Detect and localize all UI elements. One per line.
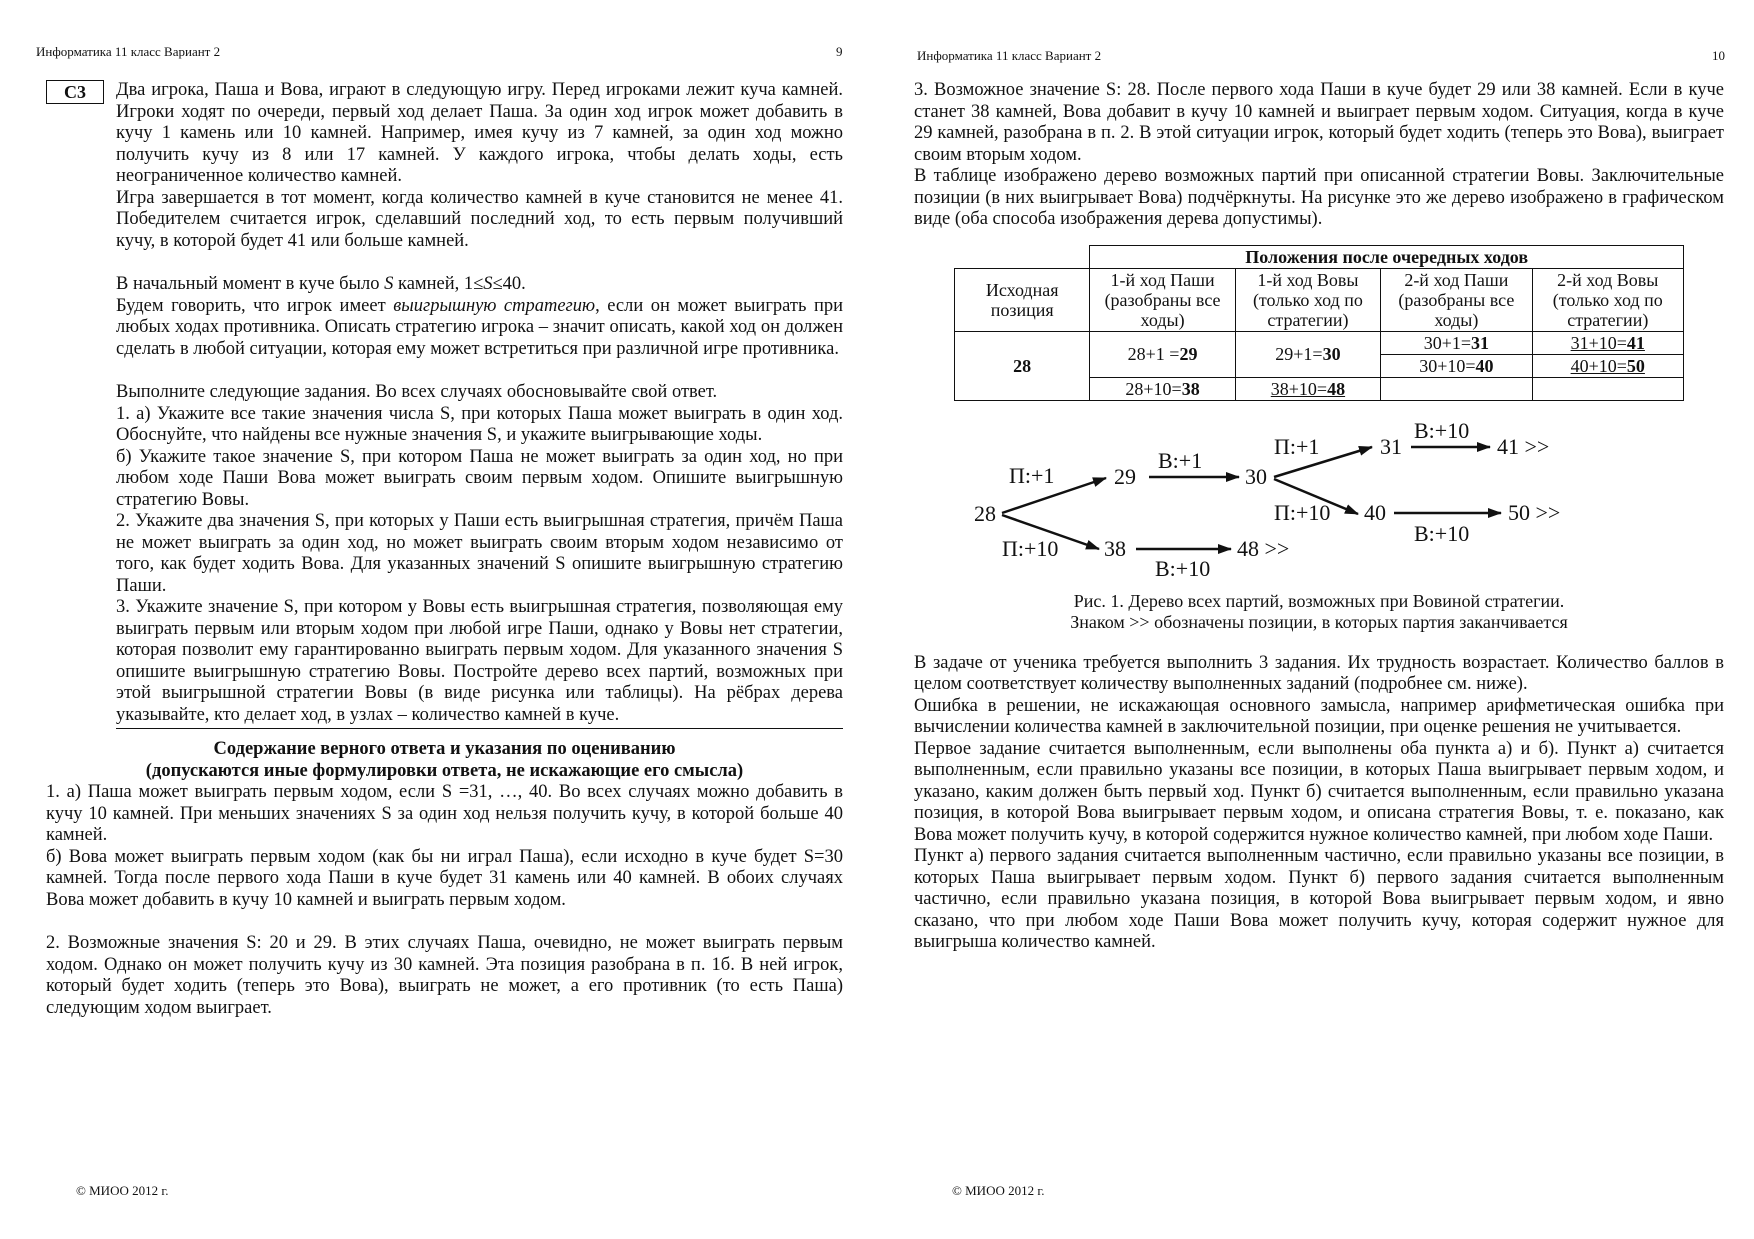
table-cell: 28+1 =29 [1090,331,1235,377]
tree-node: 31 [1380,433,1402,459]
tree-node: 38 [1104,535,1126,561]
tree-node: 50 >> [1508,499,1561,525]
grading-2: Ошибка в решении, не искажающая основного замысла, например арифметическая ошибка при вычислении количества камней в заключительной позиции, при оценке решения не учитывается. [914,695,1724,737]
task-label: С3 [46,80,104,104]
tree-edge-label: П:+1 [1274,433,1320,459]
task-2: 2. Укажите два значения S, при которых у Паши есть выигрышная стратегия, причём Паша не может выиграть за один ход, но может выиграть своим вторым ходом независимо от того, как будет ходить Вова. Для указанных значений S опишите выигрышную стратегию Паши. [116,511,843,596]
answer-1b: б) Вова может выиграть первым ходом (как бы ни играл Паша), если исходно в куче будет S=30 камней. Тогда после первого хода Паши в куче будет 31 камень или 40 камней. В обоих случаях Вова может добавить в кучу 10 камней и выиграть первым ходом. [46,846,843,910]
page-number: 9 [836,44,843,59]
tree-edge-label: В:+10 [1414,520,1470,546]
page-header: Информатика 11 класс Вариант 2 [36,44,221,59]
divider [116,728,843,729]
task-3: 3. Укажите значение S, при котором у Вовы есть выигрышная стратегия, позволяющая ему выиграть первым или вторым ходом при любой игре Паши, однако у Вовы нет стратегии, которая позволит ему гарантированно выиграть первым ходом. Для указанного значения S опишите выигрышную стратегию Вовы. Постройте дерево всех партий, возможных при этой выигрышной стратегии Вовы (в виде рисунка или таблицы). На рёбрах дерева указывайте, кто делает ход, в узлах – количество камней в куче. [116,597,843,725]
grading-4: Пункт а) первого задания считается выполненным частично, если правильно указаны все позиции, в которых Паша выигрывает первым ходом. Пункт б) первого задания считается выполненным частично, если правильно указана позиция, в которой Вова выигрывает первым ходом, и явно сказано, что при любом ходе Паши Вова может получить кучу, которая содержит нужное для выигрыша количество камней. [914,846,1724,952]
table-cell [1532,377,1683,400]
tree-node: 30 [1245,463,1267,489]
tree-edge-label: В:+10 [1155,555,1211,581]
tree-node: 48 >> [1237,535,1290,561]
tasks-intro: Выполните следующие задания. Во всех случаях обосновывайте свой ответ. [116,382,718,402]
tree-edge-label: В:+1 [1158,447,1203,473]
task-1a: 1. а) Укажите все такие значения числа S, при которых Паша может выиграть в один ход. Обоснуйте, что найдены все нужные значения S, и укажите выигрывающие ходы. [116,403,843,445]
answer-3: 3. Возможное значение S: 28. После первого хода Паши в куче будет 29 или 38 камней. Если в куче станет 38 камней, Вова добавит в кучу 10 камней и выиграет первым ходом. Ситуация, когда в куче 29 камней, разобрана в п. 2. В этой ситуации игрок, который будет ходить (теперь это Вова), выиграет своим вторым ходом. [914,80,1724,165]
answer-title: Содержание верного ответа и указания по оцениванию (допускаются иные формулировки ответа, не искажающие его смысла) [145,739,744,781]
table-start-value: 28 [955,331,1090,400]
tree-edge-label: В:+10 [1414,417,1470,443]
page-footer: © МИОО 2012 г. [952,1183,1045,1198]
table-cell: 31+10=41 [1532,331,1683,354]
table-cell: 40+10=50 [1532,354,1683,377]
grading-3: Первое задание считается выполненным, если выполнены оба пункта а) и б). Пункт а) считается выполненным, если правильно указаны все позиции, в которых Паша выигрывает первым ходом, и указано, каким должен быть первый ход. Пункт б) считается выполненным, если правильно указана позиция, в которой Вова выигрывает первым ходом, и описана стратегия Вовы, т. е. показано, как Вова может получить кучу, в которой содержится нужное количество камней, при любом ходе Паши. [914,738,1724,845]
grading-1: В задаче от ученика требуется выполнить 3 задания. Их трудность возрастает. Количество баллов в целом соответствует количеству выполненных заданий (подробнее см. ниже). [914,652,1724,694]
task-end-rule: Игра завершается в тот момент, когда количество камней в куче становится не менее 41. Победителем считается игрок, сделавший последний ход, то есть первым получивший кучу, в которой будет 41 или больше камней. [116,187,843,251]
positions-table [954,245,1684,401]
table-cell: 30+10=40 [1381,354,1532,377]
task-1b: б) Укажите такое значение S, при котором Паша не может выиграть за один ход, но при любом ходе Паши Вова может выиграть своим первым ходом. Опишите выигрышную стратегию Вовы. [116,446,843,510]
table-group-header: Положения после очередных ходов [1090,245,1684,268]
task-strategy: Будем говорить, что игрок имеет выигрышную стратегию, если он может выиграть при любых ходах противника. Описать стратегию игрока – значит описать, какой ход он должен сделать в любой ситуации, которая ему может встретиться при различной игре противника. [116,295,843,359]
right-content [914,80,1724,954]
table-col-vova-1: 1-й ход Вовы (только ход по стратегии) [1235,268,1380,331]
table-col-start: Исходная позиция [955,268,1090,331]
table-col-vova-2: 2-й ход Вовы (только ход по стратегии) [1532,268,1683,331]
tree-edge-label: П:+10 [1002,535,1059,561]
table-corner [955,245,1090,268]
table-cell: 29+1=30 [1235,331,1380,377]
tree-node: 29 [1114,463,1136,489]
page-header: Информатика 11 класс Вариант 2 [917,48,1102,63]
figure-caption: Рис. 1. Дерево всех партий, возможных при Вовиной стратегии. Знаком >> обозначены позиции, в которых партия заканчивается [1070,590,1568,632]
left-content [46,80,843,1019]
table-col-pasha-2: 2-й ход Паши (разобраны все ходы) [1381,268,1532,331]
table-cell [1381,377,1532,400]
table-col-pasha-1: 1-й ход Паши (разобраны все ходы) [1090,268,1235,331]
tree-node: 41 >> [1497,433,1550,459]
tree-edge-label: П:+1 [1009,462,1055,488]
answer-1a: 1. а) Паша может выиграть первым ходом, если S =31, …, 40. Во всех случаях можно добавить в кучу 10 камней. При меньших значениях S за один ход нельзя получить кучу, в которой больше 40 камней. [46,782,843,845]
answer-2: 2. Возможные значения S: 20 и 29. В этих случаях Паша, очевидно, не может выиграть первым ходом. Однако он может получить кучу из 30 камней. Эта позиция разобрана в п. 1б. В ней игрок, который будет ходить (теперь это Вова), выиграть не может, а его противник (то есть Паша) следующим ходом выиграет. [46,933,843,1018]
task-start: В начальный момент в куче было S камней, 1≤S≤40. [116,274,526,294]
table-cell: 28+10=38 [1090,377,1235,400]
page-number: 10 [1712,48,1725,63]
table-intro: В таблице изображено дерево возможных партий при описанной стратегии Вовы. Заключительные позиции (в них выигрывает Вова) подчёркнуты. На рисунке это же дерево изображено в графическом виде (оба способа изображения дерева допустимы). [914,166,1724,229]
tree-edge-label: П:+10 [1274,499,1331,525]
table-cell: 38+10=48 [1235,377,1380,400]
right-page [877,0,1754,1239]
tree-node: 40 [1364,499,1386,525]
tree-node: 28 [974,500,996,526]
table-cell: 30+1=31 [1381,331,1532,354]
game-tree [914,411,1724,591]
page-footer: © МИОО 2012 г. [76,1183,169,1198]
task-intro: Два игрока, Паша и Вова, играют в следующую игру. Перед игроками лежит куча камней. Игроки ходят по очереди, первый ход делает Паша. За один ход игрок может добавить в кучу 1 камень или 10 камней. Например, имея кучу из 7 камней, за один ход можно получить кучу из 8 или 17 камней. У каждого игрока, чтобы делать ходы, есть неограниченное количество камней. [116,80,843,186]
